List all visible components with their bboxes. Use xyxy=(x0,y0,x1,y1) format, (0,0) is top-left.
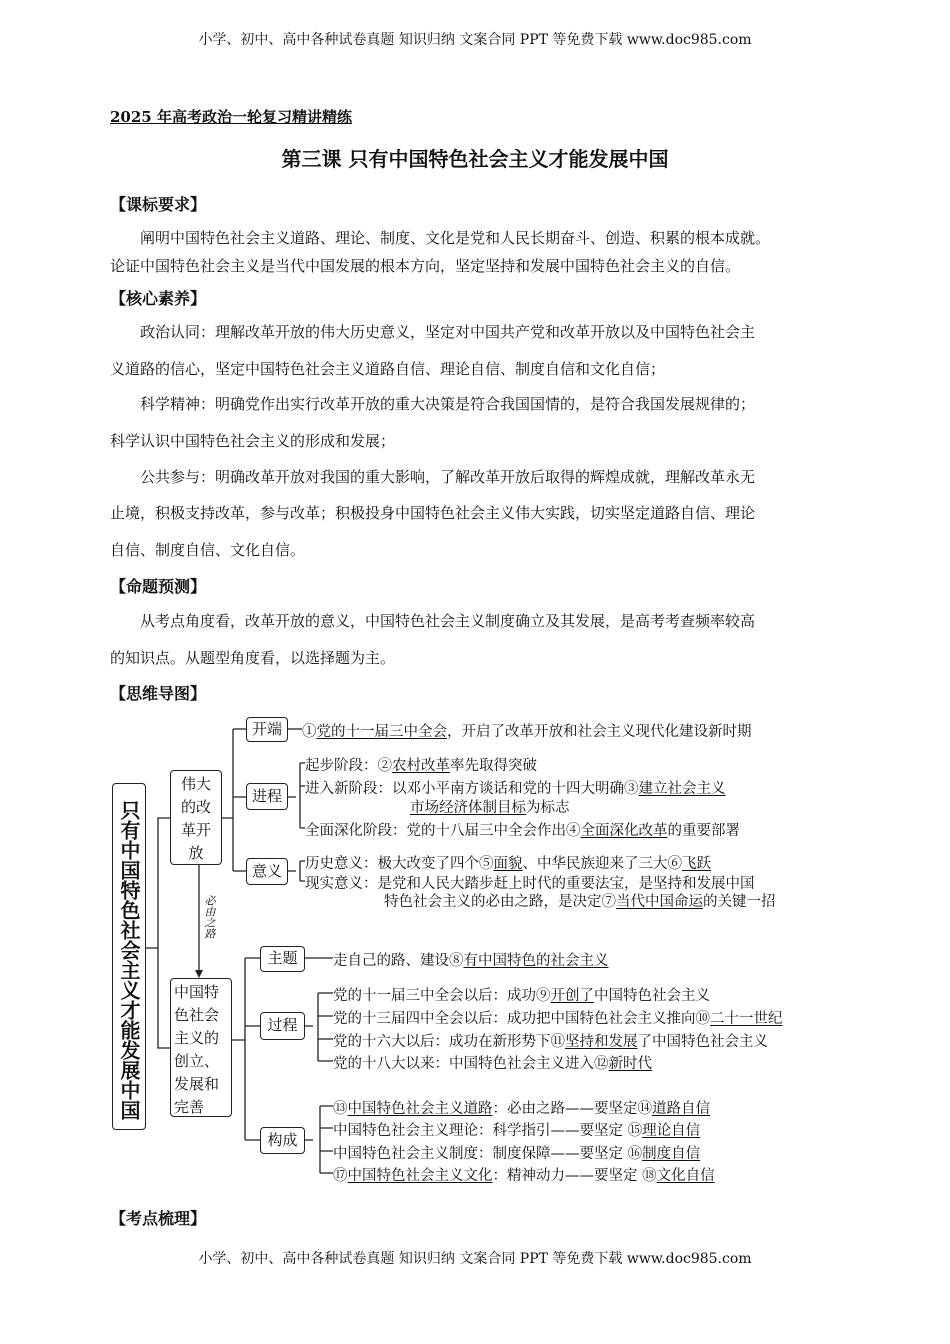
answer-text: 当代中国命运 xyxy=(616,894,703,910)
line-text: 中国特色社会主义 xyxy=(594,988,710,1004)
answer-text: 全面深化改革 xyxy=(580,823,668,839)
mind-map-line xyxy=(305,852,711,873)
mind-map-line xyxy=(333,1142,700,1163)
line-text: ：必由之路——要坚定⑭ xyxy=(492,1101,652,1117)
mind-map-line xyxy=(305,754,537,775)
line-text: 党的十一届三中全会以后：成功⑨ xyxy=(333,988,551,1004)
mind-map-line xyxy=(384,890,776,911)
paragraph-line: 科学精神：明确党作出实行改革开放的重大决策是符合我国国情的，是符合我国发展规律的； xyxy=(110,395,756,413)
line-text: 为标志 xyxy=(526,800,570,816)
node-kaiduan: 开端 xyxy=(246,717,288,742)
line-text: 党的十六大以后：成功在新形势下⑪ xyxy=(333,1034,565,1050)
answer-text: 有中国特色的社会主义 xyxy=(463,953,609,969)
line-text: 率先取得突破 xyxy=(450,758,537,774)
answer-text: 飞跃 xyxy=(682,856,711,872)
paragraph-line: 止境，积极支持改革，参与改革；积极投身中国特色社会主义伟大实践，切实坚定道路自信、理论 xyxy=(110,504,756,522)
mind-map-line xyxy=(333,1097,710,1118)
paragraph-line: 论证中国特色社会主义是当代中国发展的根本方向，坚定坚持和发展中国特色社会主义的自信。 xyxy=(110,257,741,275)
answer-text: 市场经济体制目标 xyxy=(410,800,526,816)
answer-text: 坚持和发展 xyxy=(565,1034,638,1050)
mind-map-line xyxy=(305,777,726,798)
line-text: 进入新阶段：以邓小平南方谈话和党的十四大明确③ xyxy=(305,781,639,797)
answer-text: 文化自信 xyxy=(656,1168,715,1184)
answer-text: 开创了 xyxy=(550,988,594,1004)
mind-map-line xyxy=(302,720,752,741)
mind-map-line xyxy=(333,949,609,970)
answer-text: 中国特色社会主义道路 xyxy=(347,1101,493,1117)
line-text: 特色社会主义的必由之路，是决定⑦ xyxy=(384,894,616,910)
answer-text: 农村改革 xyxy=(392,758,450,774)
line-text: 的关键一招 xyxy=(703,894,776,910)
section-heading-prediction: 【命题预测】 xyxy=(110,577,207,596)
mind-map-line xyxy=(333,1007,783,1028)
node-yiyi: 意义 xyxy=(246,858,288,885)
page-footer: 小学、初中、高中各种试卷真题 知识归纳 文案合同 PPT 等免费下载 www.doc985.com xyxy=(198,1251,752,1267)
answer-text: 党的十一届三中全会 xyxy=(316,724,447,740)
page-title: 第三课 只有中国特色社会主义才能发展中国 xyxy=(281,147,669,171)
line-text: 中国特色社会主义制度：制度保障——要坚定 ⑯ xyxy=(333,1146,643,1162)
mind-map-line xyxy=(333,1164,715,1185)
line-text: ：精神动力——要坚定 ⑱ xyxy=(492,1168,657,1184)
line-text: 党的十三届四中全会以后：成功把中国特色社会主义推向⑩ xyxy=(333,1011,710,1027)
section-heading-mind-map: 【思维导图】 xyxy=(110,684,207,703)
paragraph-line: 自信、制度自信、文化自信。 xyxy=(110,541,306,559)
document-subtitle: 2025 年高考政治一轮复习精讲精练 xyxy=(110,108,352,126)
mind-map-line xyxy=(410,796,570,817)
line-text: ① xyxy=(302,724,317,740)
section-heading-core-literacy: 【核心素养】 xyxy=(110,289,207,308)
answer-text: 道路自信 xyxy=(652,1101,710,1117)
answer-text: 理论自信 xyxy=(642,1123,701,1139)
paragraph-line: 政治认同：理解改革开放的伟大历史意义，坚定对中国共产党和改革开放以及中国特色社会主 xyxy=(110,323,756,341)
page-header: 小学、初中、高中各种试卷真题 知识归纳 文案合同 PPT 等免费下载 www.doc985.com xyxy=(198,32,752,48)
mind-map-node-socialism: 中国特色社会主义的创立、发展和完善 xyxy=(170,978,232,1117)
answer-text: 新时代 xyxy=(608,1056,652,1072)
line-text: 起步阶段：② xyxy=(305,758,392,774)
paragraph-line: 的知识点。从题型角度看，以选择题为主。 xyxy=(110,649,396,667)
line-text: 中国特色社会主义理论：科学指引——要坚定 ⑮ xyxy=(333,1123,643,1139)
answer-text: 制度自信 xyxy=(642,1146,701,1162)
line-text: 现实意义：是党和人民大踏步赶上时代的重要法宝，是坚持和发展中国 xyxy=(305,876,755,892)
mind-map-line xyxy=(333,1119,700,1140)
mind-map-line xyxy=(333,1052,652,1073)
answer-text: 二十一世纪 xyxy=(710,1011,783,1027)
node-zhuti: 主题 xyxy=(260,946,305,972)
section-heading-key-points: 【考点梳理】 xyxy=(110,1209,207,1228)
line-text: 走自己的路、建设⑧ xyxy=(333,953,464,969)
paragraph-line: 从考点角度看，改革开放的意义，中国特色社会主义制度确立及其发展，是高考考查频率较高 xyxy=(110,612,756,630)
line-text: 了中国特色社会主义 xyxy=(637,1034,768,1050)
node-guocheng: 过程 xyxy=(260,1012,305,1040)
paragraph-line: 义道路的信心，坚定中国特色社会主义道路自信、理论自信、制度自信和文化自信； xyxy=(110,360,666,378)
mind-map-node-reform: 伟大的改革开放 xyxy=(170,770,222,865)
node-goucheng: 构成 xyxy=(260,1127,305,1154)
paragraph-line: 阐明中国特色社会主义道路、理论、制度、文化是党和人民长期奋斗、创造、积累的根本成就。 xyxy=(110,229,771,247)
paragraph-line: 公共参与：明确改革开放对我国的重大影响，了解改革开放后取得的辉煌成就，理解改革永无 xyxy=(110,468,756,486)
line-text: 的重要部署 xyxy=(667,823,740,839)
answer-text: 建立社会主义 xyxy=(638,781,726,797)
line-text: ，开启了改革开放和社会主义现代化建设新时期 xyxy=(447,724,752,740)
answer-text: 中国特色社会主义文化 xyxy=(347,1168,493,1184)
node-jincheng: 进程 xyxy=(246,783,288,810)
mind-map-line xyxy=(305,819,740,840)
line-text: ⑰ xyxy=(333,1168,348,1184)
paragraph-line: 科学认识中国特色社会主义的形成和发展； xyxy=(110,432,396,450)
arrow-label: 必由之路 xyxy=(203,895,216,939)
line-text: 、中华民族迎来了三大⑥ xyxy=(522,856,682,872)
answer-text: 面貌 xyxy=(493,856,523,872)
section-heading-curriculum: 【课标要求】 xyxy=(110,195,207,214)
line-text: 党的十八大以来：中国特色社会主义进入⑫ xyxy=(333,1056,609,1072)
mind-map-line xyxy=(333,984,710,1005)
mind-map-root-node: 只有中国特色社会主义才能发展中国 xyxy=(112,783,146,1130)
line-text: 历史意义：极大改变了四个⑤ xyxy=(305,856,494,872)
mind-map-line xyxy=(333,1030,768,1051)
line-text: ⑬ xyxy=(333,1101,348,1117)
line-text: 全面深化阶段：党的十八届三中全会作出④ xyxy=(305,823,581,839)
